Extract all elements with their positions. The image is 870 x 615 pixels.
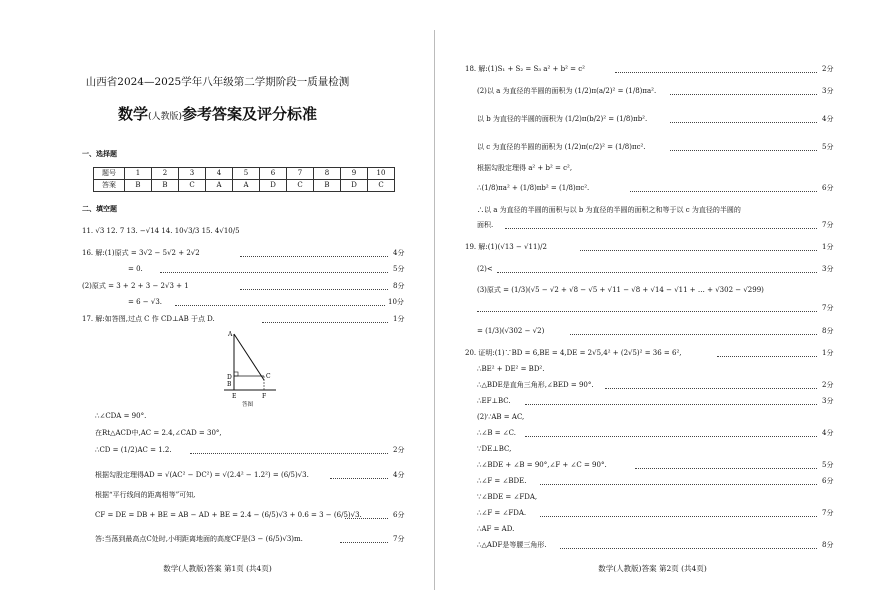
- table-header-cell: 题号: [94, 168, 125, 180]
- page-footer: 数学(人教版)答案 第2页 (共4页): [598, 564, 707, 573]
- table-cell: B: [152, 180, 179, 192]
- solution-line: [0, 472, 435, 482]
- score-label: 5分: [393, 265, 405, 273]
- score-label: 3分: [822, 397, 834, 405]
- solution-text: ∴以 a 为直径的半圆的面积与以 b 为直径的半圆的面积之和等于以 c 为直径的半圆的: [477, 206, 741, 214]
- leader-dots: [580, 250, 817, 251]
- table-cell: 9: [341, 168, 368, 180]
- solution-text: ∴∠CDA = 90°.: [95, 412, 147, 420]
- leader-dots: [540, 516, 817, 517]
- score-label: 1分: [393, 315, 405, 323]
- solution-line: [435, 88, 870, 98]
- leader-dots: [525, 436, 817, 437]
- table-cell: 8: [314, 168, 341, 180]
- leader-dots: [240, 256, 388, 257]
- leader-dots: [262, 322, 388, 323]
- solution-line: [0, 250, 435, 260]
- score-label: 3分: [822, 265, 834, 273]
- leader-dots: [605, 388, 817, 389]
- score-label: 7分: [822, 221, 834, 229]
- solution-text: 18. 解:(1)S₁ + S₂ = S₃ a² + b² = c²: [465, 65, 585, 73]
- leader-dots: [717, 356, 817, 357]
- solution-text: ∴CD = (1/2)AC = 1.2.: [95, 446, 172, 454]
- solution-text: ∴AF = AD.: [477, 525, 515, 533]
- solution-line: [435, 305, 870, 315]
- solution-line: [0, 536, 435, 546]
- solution-text: (2)原式 = 3 + 2 + 3 − 2√3 + 1: [82, 282, 189, 290]
- leader-dots: [175, 305, 385, 306]
- subject-title: [0, 107, 435, 122]
- solution-line: [435, 66, 870, 76]
- solution-line: [435, 398, 870, 408]
- table-cell: A: [206, 180, 233, 192]
- answer-page-2: [435, 0, 870, 615]
- table-cell: A: [233, 180, 260, 192]
- solution-text: ∴(1/8)πa² + (1/8)πb² = (1/8)πc².: [477, 184, 590, 192]
- table-cell: C: [368, 180, 395, 192]
- solution-text: 17. 解:如答图,过点 C 作 CD⊥AB 于点 D.: [82, 315, 215, 323]
- solution-text: ∴EF⊥BC.: [477, 397, 511, 405]
- score-label: 2分: [822, 65, 834, 73]
- table-cell: 4: [206, 168, 233, 180]
- leader-dots: [615, 72, 817, 73]
- solution-text: (2)∵AB = AC,: [477, 413, 525, 421]
- solution-text: ∴BE² + DE² = BD².: [477, 365, 545, 373]
- score-label: 4分: [822, 115, 834, 123]
- table-cell: B: [314, 180, 341, 192]
- leader-dots: [670, 122, 817, 123]
- table-row: [94, 168, 395, 180]
- figure-caption: 答图: [242, 402, 254, 408]
- leader-dots: [240, 289, 388, 290]
- table-cell: 10: [368, 168, 395, 180]
- solution-text: ∴∠B = ∠C.: [477, 429, 516, 437]
- solution-text: 在Rt△ACD中,AC = 2.4,∠CAD = 30°,: [95, 429, 222, 437]
- figure-label: A: [228, 331, 233, 338]
- solution-text: 面积.: [477, 221, 494, 229]
- solution-line: [0, 299, 435, 309]
- solution-text: ∴∠F = ∠FDA.: [477, 509, 527, 517]
- rope-line: [234, 334, 264, 380]
- score-label: 8分: [822, 541, 834, 549]
- leader-dots: [160, 272, 388, 273]
- solution-line: [435, 144, 870, 154]
- leader-dots: [560, 548, 817, 549]
- score-label: 4分: [393, 249, 405, 257]
- solution-line: [435, 222, 870, 232]
- solution-text: 根据勾股定理得AD = √(AC² − DC²) = √(2.4² − 1.2²) = (6/5)√3.: [95, 471, 309, 479]
- solution-line: [435, 430, 870, 440]
- score-label: 7分: [393, 535, 405, 543]
- subject-title-edition: (人教版): [147, 112, 183, 122]
- table-cell: 1: [125, 168, 152, 180]
- subject-title-main: 数学: [117, 105, 148, 123]
- solution-text: ∴△ADF是等腰三角形.: [477, 541, 547, 549]
- table-header-cell: 答案: [94, 180, 125, 192]
- swing-figure: [220, 328, 280, 408]
- solution-text: ∴∠F = ∠BDE.: [477, 477, 527, 485]
- leader-dots: [345, 518, 388, 519]
- figure-label: F: [262, 393, 267, 400]
- score-label: 6分: [822, 477, 834, 485]
- table-cell: 5: [233, 168, 260, 180]
- score-label: 6分: [393, 511, 405, 519]
- subject-title-rest: 参考答案及评分标准: [182, 105, 318, 123]
- solution-line: [0, 283, 435, 293]
- solution-text: (2)以 a 为直径的半圆的面积为 (1/2)π(a/2)² = (1/8)πa².: [477, 87, 657, 95]
- solution-line: [0, 316, 435, 326]
- table-cell: C: [287, 180, 314, 192]
- score-label: 2分: [822, 381, 834, 389]
- section-choice-heading: 一、选择题: [82, 150, 117, 158]
- solution-text: ∵∠BDE = ∠FDA,: [477, 493, 538, 501]
- table-cell: 3: [179, 168, 206, 180]
- solution-line: [435, 185, 870, 195]
- score-label: 6分: [822, 184, 834, 192]
- solution-line: [435, 328, 870, 338]
- answer-table: [93, 167, 395, 192]
- section-fill-heading: 二、填空题: [82, 205, 117, 213]
- table-cell: D: [260, 180, 287, 192]
- score-label: 8分: [822, 327, 834, 335]
- solution-line: [435, 478, 870, 488]
- leader-dots: [477, 311, 817, 312]
- solution-text: ∴△BDE是直角三角形,∠BED = 90°.: [477, 381, 594, 389]
- solution-text: 20. 证明:(1)∵BD = 6,BE = 4,DE = 2√5,4² + (2√5)² = 36 = 6²,: [465, 349, 682, 357]
- leader-dots: [540, 484, 817, 485]
- score-label: 1分: [822, 243, 834, 251]
- score-label: 1分: [822, 349, 834, 357]
- solution-text: 以 c 为直径的半圆的面积为 (1/2)π(c/2)² = (1/8)πc².: [477, 143, 646, 151]
- leader-dots: [670, 150, 817, 151]
- page-footer: 数学(人教版)答案 第1页 (共4页): [163, 564, 272, 573]
- solution-line: [0, 512, 435, 522]
- solution-text: = 6 − √3.: [128, 298, 162, 306]
- leader-dots: [630, 191, 817, 192]
- solution-text: 答:当荡到最高点C处时,小明距离地面的高度CF是(3 − (6/5)√3)m.: [95, 535, 303, 543]
- table-cell: B: [125, 180, 152, 192]
- figure-label: B: [227, 381, 232, 388]
- solution-text: (3)原式 = (1/3)(√5 − √2 + √8 − √5 + √11 − √8 + √14 − √11 + … + √302 − √299): [477, 286, 764, 294]
- figure-label: E: [232, 393, 237, 400]
- score-label: 4分: [822, 429, 834, 437]
- leader-dots: [330, 478, 388, 479]
- score-label: 3分: [822, 87, 834, 95]
- table-cell: C: [179, 180, 206, 192]
- solution-line: [435, 266, 870, 276]
- solution-text: = 0.: [128, 265, 143, 273]
- leader-dots: [635, 468, 817, 469]
- exam-title: 山西省2024—2025学年八年级第二学期阶段一质量检测: [85, 76, 350, 88]
- solution-text: 16. 解:(1)原式 = 3√2 − 5√2 + 2√2: [82, 249, 200, 257]
- solution-line: [0, 266, 435, 276]
- leader-dots: [525, 404, 817, 405]
- leader-dots: [670, 94, 817, 95]
- solution-line: [435, 350, 870, 360]
- figure-label: C: [266, 373, 271, 380]
- solution-line: [435, 116, 870, 126]
- score-label: 5分: [822, 143, 834, 151]
- table-cell: 2: [152, 168, 179, 180]
- table-cell: 7: [287, 168, 314, 180]
- score-label: 5分: [822, 461, 834, 469]
- score-label: 7分: [822, 304, 834, 312]
- table-cell: D: [341, 180, 368, 192]
- leader-dots: [497, 272, 817, 273]
- solution-text: = (1/3)(√302 − √2): [477, 327, 545, 335]
- score-label: 7分: [822, 509, 834, 517]
- leader-dots: [340, 542, 388, 543]
- solution-line: [435, 510, 870, 520]
- solution-line: [435, 542, 870, 552]
- solution-text: (2)<: [477, 265, 493, 273]
- solution-text: 以 b 为直径的半圆的面积为 (1/2)π(b/2)² = (1/8)πb².: [477, 115, 648, 123]
- score-label: 8分: [393, 282, 405, 290]
- solution-text: 根据“平行线间的距离相等”可知,: [95, 491, 196, 499]
- solution-line: [435, 382, 870, 392]
- right-angle-mark: [234, 372, 238, 376]
- solution-text: ∴∠BDE + ∠B = 90°,∠F + ∠C = 90°.: [477, 461, 607, 469]
- solution-line: [435, 244, 870, 254]
- solution-line: [435, 462, 870, 472]
- leader-dots: [190, 453, 388, 454]
- solution-line: [0, 447, 435, 457]
- fill-answers: 11. √3 12. 7 13. −√14 14. 10√3/3 15. 4√10/5: [82, 227, 240, 235]
- solution-text: CF = DE = DB + BE = AB − AD + BE = 2.4 − (6/5)√3 + 0.6 = 3 − (6/5)√3.: [95, 511, 362, 519]
- score-label: 4分: [393, 471, 405, 479]
- table-row: [94, 180, 395, 192]
- score-label: 2分: [393, 446, 405, 454]
- solution-text: 19. 解:(1)(√13 − √11)/2: [465, 243, 547, 251]
- figure-label: D: [227, 374, 232, 381]
- solution-text: 根据勾股定理得 a² + b² = c²,: [477, 164, 573, 172]
- leader-dots: [505, 228, 817, 229]
- solution-text: ∵DE⊥BC,: [477, 445, 512, 453]
- table-cell: 6: [260, 168, 287, 180]
- score-label: 10分: [388, 298, 404, 306]
- leader-dots: [570, 334, 817, 335]
